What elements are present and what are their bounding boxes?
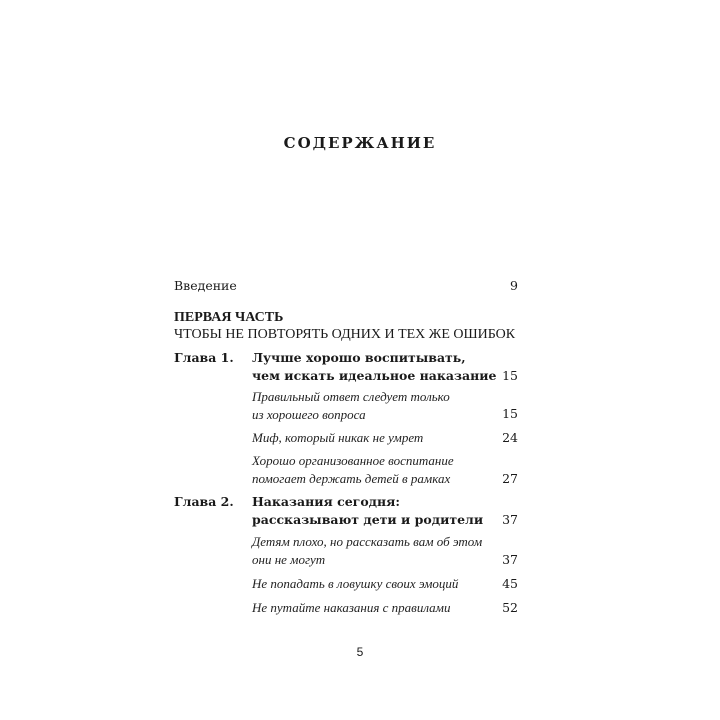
page-number: 45	[502, 576, 518, 591]
section-entry[interactable]	[252, 429, 423, 447]
part-heading	[174, 309, 515, 343]
page-number: 27	[502, 471, 518, 486]
part-title: ПЕРВАЯ ЧАСТЬ	[174, 310, 284, 325]
chapter-label: Глава 2.	[174, 494, 234, 509]
section-line: Правильный ответ следует только	[252, 389, 450, 404]
section-line: из хорошего вопроса	[252, 407, 366, 422]
section-line: Миф, который никак не умрет	[252, 430, 424, 445]
part-subtitle: ЧТОБЫ НЕ ПОВТОРЯТЬ ОДНИХ И ТЕХ ЖЕ ОШИБОК	[174, 327, 516, 342]
section-entry[interactable]	[252, 599, 450, 617]
section-line: помогает держать детей в рамках	[252, 471, 451, 486]
entry-label: Введение	[174, 278, 237, 293]
page-number: 37	[502, 552, 518, 567]
section-entry[interactable]	[252, 388, 450, 424]
chapter-label: Глава 1.	[174, 350, 234, 365]
chapter-title[interactable]	[252, 349, 496, 385]
footer-page-number: 5	[356, 645, 364, 659]
chapter-title[interactable]	[252, 493, 483, 529]
section-entry[interactable]	[252, 452, 454, 488]
section-line: Не путайте наказания с правилами	[252, 600, 451, 615]
chapter-title-line: Лучше хорошо воспитывать,	[252, 350, 466, 365]
section-line: Хорошо организованное воспитание	[252, 453, 454, 468]
page-number: 9	[510, 278, 518, 293]
chapter-title-line: Наказания сегодня:	[252, 494, 401, 509]
page-number: 37	[502, 512, 518, 527]
page-number: 15	[502, 368, 518, 383]
section-entry[interactable]	[252, 575, 458, 593]
section-entry[interactable]	[252, 533, 482, 569]
page-title: СОДЕРЖАНИЕ	[283, 134, 437, 152]
section-line: Детям плохо, но рассказать вам об этом	[252, 534, 483, 549]
section-line: они не могут	[252, 552, 326, 567]
page-number: 24	[502, 430, 518, 445]
chapter-title-line: рассказывают дети и родители	[252, 512, 484, 527]
chapter-title-line: чем искать идеальное наказание	[252, 368, 497, 383]
section-line: Не попадать в ловушку своих эмоций	[252, 576, 459, 591]
page-number: 15	[502, 406, 518, 421]
page-number: 52	[502, 600, 518, 615]
